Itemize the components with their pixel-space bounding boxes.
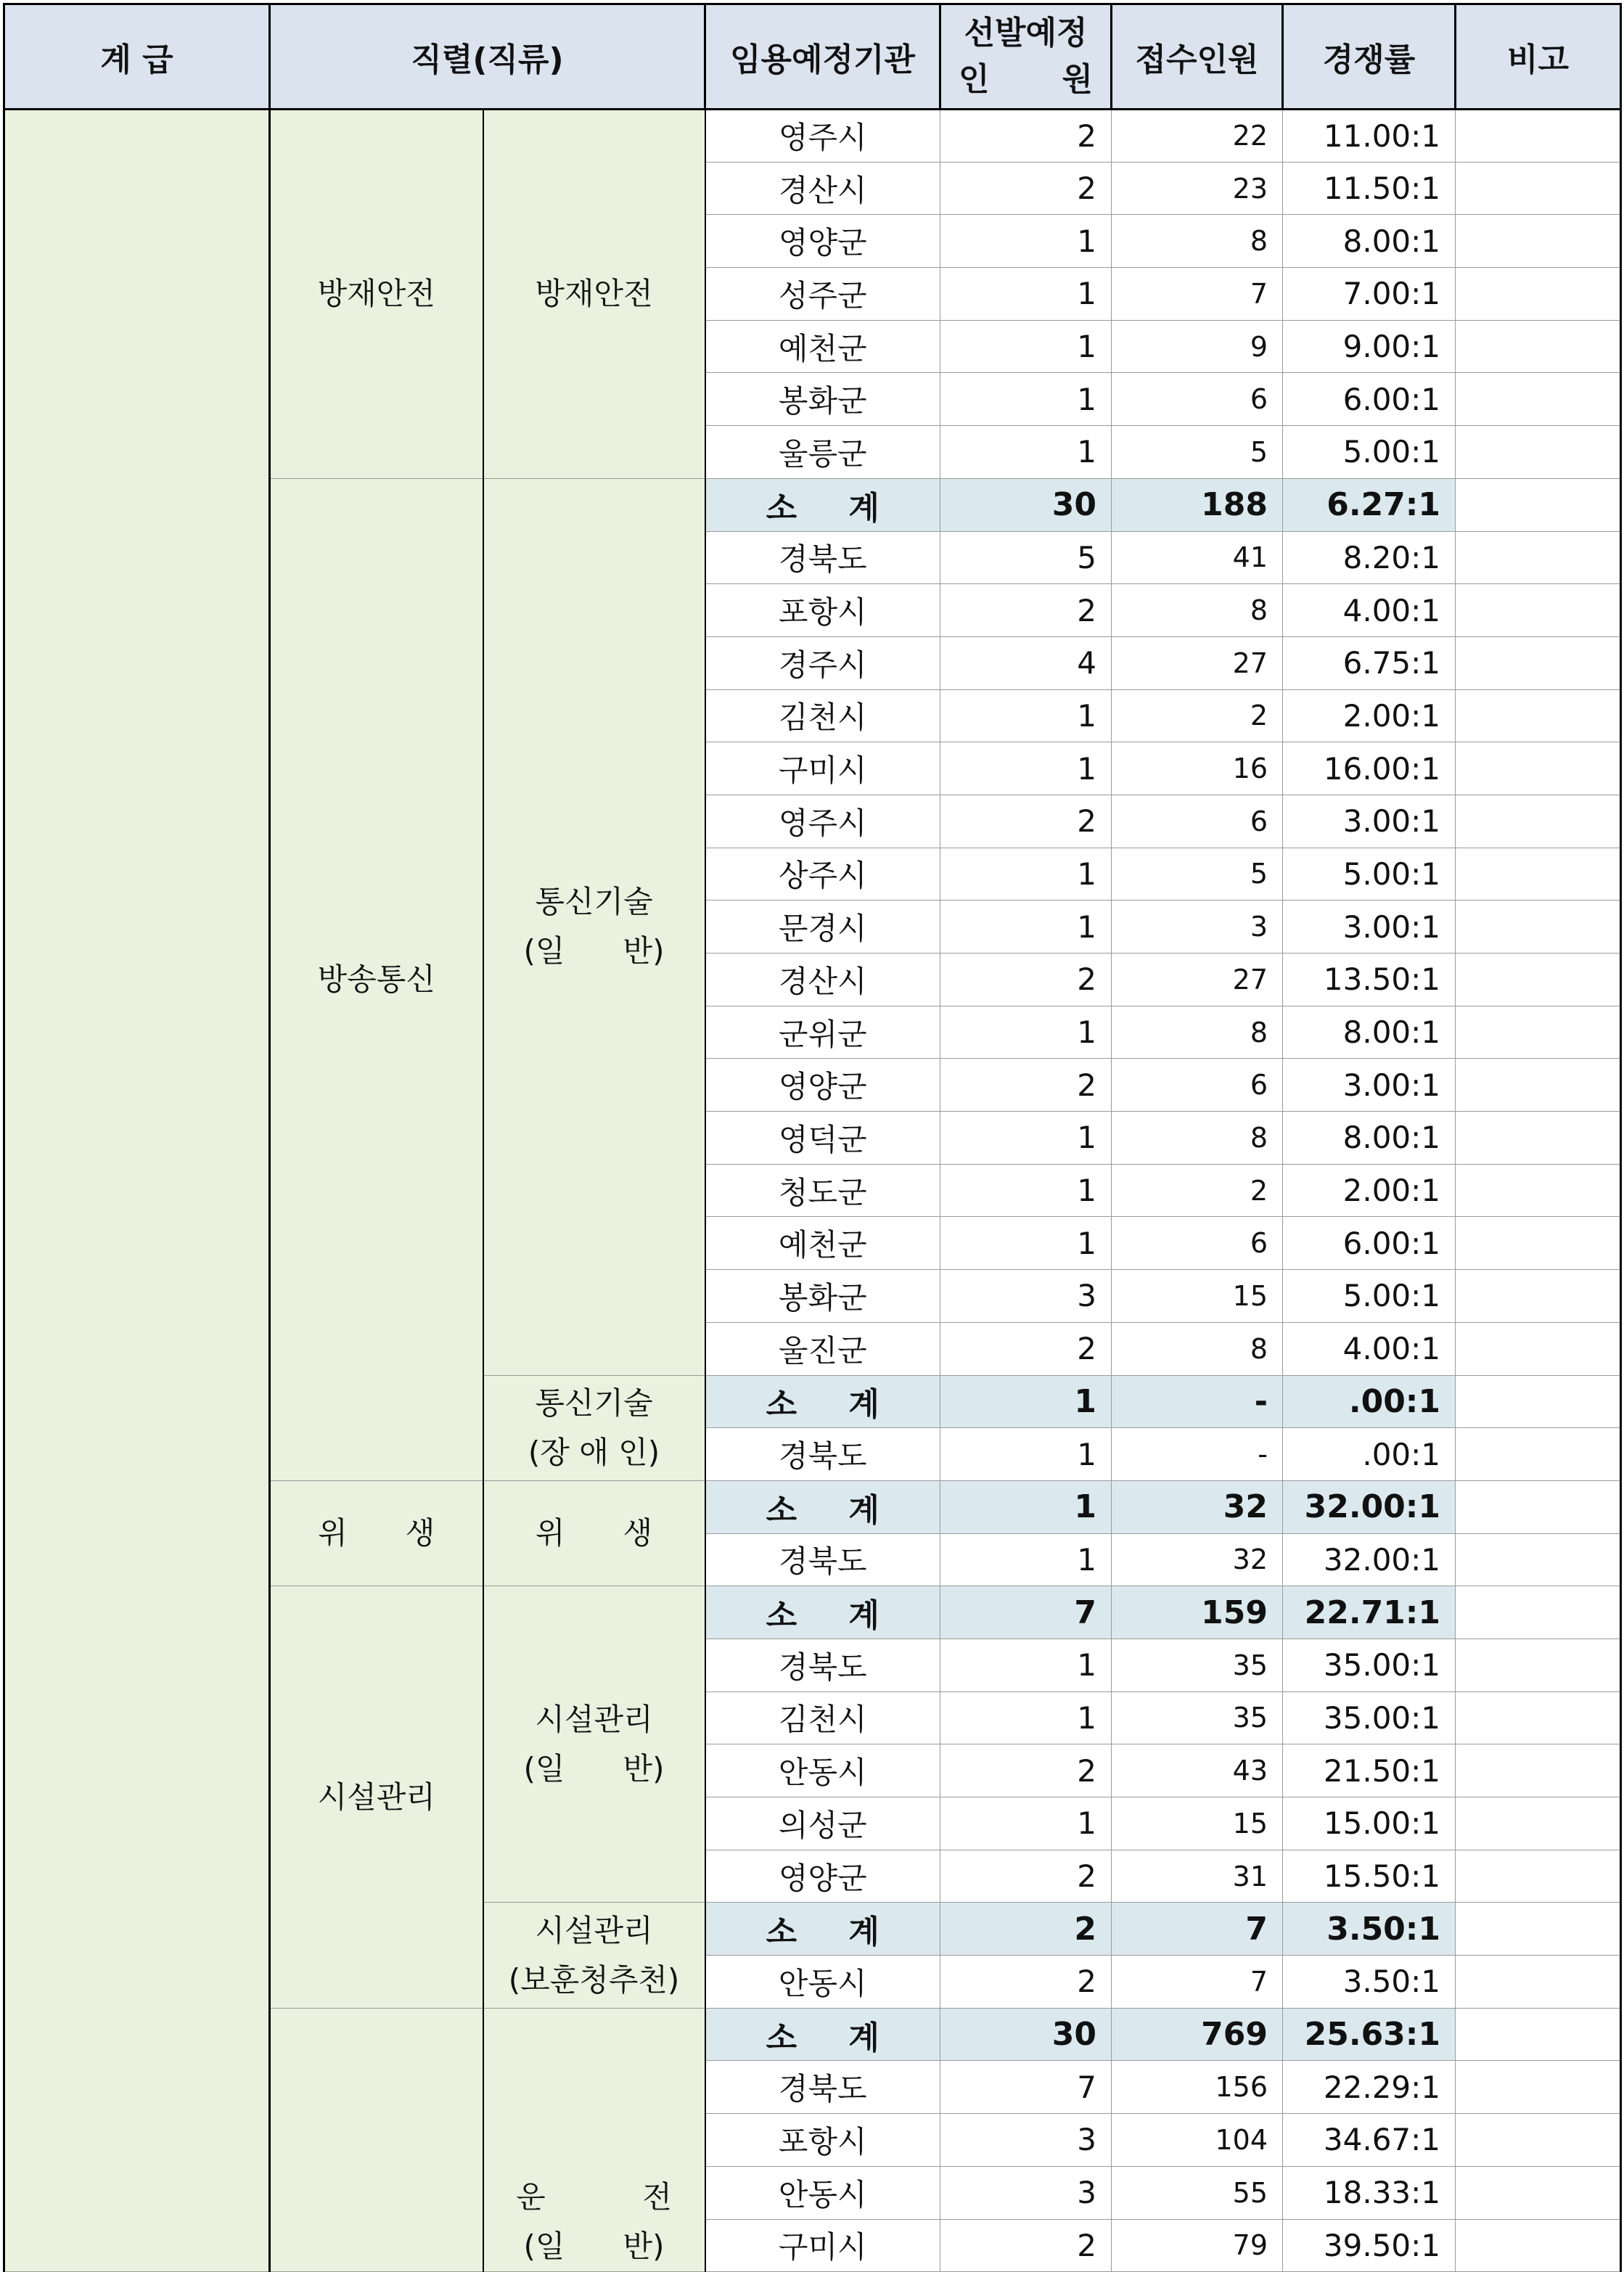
remark-cell — [1456, 2166, 1621, 2219]
applicants-cell: 7 — [1112, 1956, 1283, 2009]
applicants-cell: 32 — [1112, 1480, 1283, 1533]
planned-cell: 5 — [940, 531, 1112, 584]
remark-cell — [1456, 1533, 1621, 1586]
planned-cell: 3 — [940, 1270, 1112, 1323]
header-planned-line1: 선발예정 — [964, 15, 1088, 52]
applicants-cell: 15 — [1112, 1797, 1283, 1850]
remark-cell — [1456, 795, 1621, 848]
applicants-cell: 6 — [1112, 1059, 1283, 1112]
remark-cell — [1456, 584, 1621, 637]
ratio-cell: 5.00:1 — [1283, 426, 1456, 479]
applicants-cell: 104 — [1112, 2114, 1283, 2167]
planned-cell: 1 — [940, 689, 1112, 742]
org-cell: 경주시 — [705, 636, 940, 689]
ratio-cell: 22.29:1 — [1283, 2061, 1456, 2114]
ratio-cell: 8.00:1 — [1283, 1006, 1456, 1059]
header-org: 임용예정기관 — [705, 4, 940, 110]
planned-cell: 2 — [940, 1322, 1112, 1375]
applicants-cell: 9 — [1112, 320, 1283, 373]
org-cell: 영양군 — [705, 215, 940, 268]
applicants-cell: 31 — [1112, 1850, 1283, 1903]
applicants-cell: 6 — [1112, 373, 1283, 426]
remark-cell — [1456, 636, 1621, 689]
org-cell: 문경시 — [705, 901, 940, 953]
ratio-cell: 22.71:1 — [1283, 1586, 1456, 1639]
remark-cell — [1456, 1956, 1621, 2009]
applicants-cell: - — [1112, 1428, 1283, 1481]
ratio-cell: 9.00:1 — [1283, 320, 1456, 373]
ratio-cell: 2.00:1 — [1283, 689, 1456, 742]
remark-cell — [1456, 953, 1621, 1006]
org-cell: 예천군 — [705, 1217, 940, 1270]
series-cell-g5 — [270, 2008, 483, 2271]
org-cell: 소 계 — [705, 2008, 940, 2061]
remark-cell — [1456, 1164, 1621, 1217]
org-cell: 소 계 — [705, 1903, 940, 1956]
planned-cell: 1 — [940, 1797, 1112, 1850]
org-cell: 상주시 — [705, 848, 940, 901]
applicants-cell: - — [1112, 1375, 1283, 1428]
applicants-cell: 8 — [1112, 584, 1283, 637]
table-row — [4, 110, 1621, 163]
org-cell: 포항시 — [705, 2114, 940, 2167]
remark-cell — [1456, 1270, 1621, 1323]
remark-cell — [1456, 1586, 1621, 1639]
series-cell-g4: 시설관리 — [270, 1586, 483, 2009]
applicants-cell: 7 — [1112, 268, 1283, 321]
applicants-cell: 22 — [1112, 110, 1283, 163]
header-applicants: 접수인원 — [1112, 4, 1283, 110]
planned-cell: 1 — [940, 268, 1112, 321]
applicants-cell: 41 — [1112, 531, 1283, 584]
series-cell-g1: 방재안전 — [270, 110, 483, 479]
planned-cell: 1 — [940, 320, 1112, 373]
applicants-cell: 3 — [1112, 901, 1283, 953]
kind-cell-g5: 운 전 (일 반) — [483, 2008, 705, 2271]
org-cell: 경북도 — [705, 531, 940, 584]
applicants-cell: 2 — [1112, 1164, 1283, 1217]
kind-cell-g3: 위 생 — [483, 1480, 705, 1586]
org-cell: 영양군 — [705, 1059, 940, 1112]
applicants-cell: 27 — [1112, 636, 1283, 689]
planned-cell: 3 — [940, 2166, 1112, 2219]
ratio-cell: 5.00:1 — [1283, 848, 1456, 901]
ratio-cell: 21.50:1 — [1283, 1744, 1456, 1797]
kind-cell-g2a: 통신기술 (일 반) — [483, 478, 705, 1375]
org-cell: 경북도 — [705, 1639, 940, 1691]
applicants-cell: 8 — [1112, 1112, 1283, 1165]
ratio-cell: 35.00:1 — [1283, 1639, 1456, 1691]
org-cell: 김천시 — [705, 1691, 940, 1744]
remark-cell — [1456, 1112, 1621, 1165]
org-cell: 군위군 — [705, 1006, 940, 1059]
ratio-cell: 25.63:1 — [1283, 2008, 1456, 2061]
org-cell: 경북도 — [705, 1428, 940, 1481]
remark-cell — [1456, 1428, 1621, 1481]
remark-cell — [1456, 2219, 1621, 2272]
applicants-cell: 15 — [1112, 1270, 1283, 1323]
header-grade: 계 급 — [4, 4, 270, 110]
applicants-cell: 32 — [1112, 1533, 1283, 1586]
planned-cell: 1 — [940, 848, 1112, 901]
applicants-cell: 79 — [1112, 2219, 1283, 2272]
remark-cell — [1456, 268, 1621, 321]
org-cell: 울릉군 — [705, 426, 940, 479]
planned-cell: 2 — [940, 1059, 1112, 1112]
planned-cell: 1 — [940, 901, 1112, 953]
ratio-cell: 39.50:1 — [1283, 2219, 1456, 2272]
applicants-cell: 7 — [1112, 1903, 1283, 1956]
series-cell-g3: 위 생 — [270, 1480, 483, 1586]
org-cell: 김천시 — [705, 689, 940, 742]
org-cell: 경산시 — [705, 953, 940, 1006]
planned-cell: 2 — [940, 162, 1112, 215]
planned-cell: 2 — [940, 584, 1112, 637]
planned-cell: 2 — [940, 110, 1112, 163]
remark-cell — [1456, 742, 1621, 795]
org-cell: 영덕군 — [705, 1112, 940, 1165]
ratio-cell: 11.00:1 — [1283, 110, 1456, 163]
org-cell: 봉화군 — [705, 1270, 940, 1323]
remark-cell — [1456, 2061, 1621, 2114]
applicants-cell: 55 — [1112, 2166, 1283, 2219]
ratio-cell: 3.00:1 — [1283, 795, 1456, 848]
remark-cell — [1456, 1903, 1621, 1956]
org-cell: 소 계 — [705, 1586, 940, 1639]
remark-cell — [1456, 1375, 1621, 1428]
org-cell: 경산시 — [705, 162, 940, 215]
applicants-cell: 5 — [1112, 848, 1283, 901]
ratio-cell: .00:1 — [1283, 1428, 1456, 1481]
planned-cell: 1 — [940, 426, 1112, 479]
org-cell: 소 계 — [705, 1375, 940, 1428]
planned-cell: 2 — [940, 953, 1112, 1006]
remark-cell — [1456, 689, 1621, 742]
planned-cell: 1 — [940, 1480, 1112, 1533]
applicants-cell: 6 — [1112, 795, 1283, 848]
applicants-cell: 35 — [1112, 1691, 1283, 1744]
org-cell: 울진군 — [705, 1322, 940, 1375]
ratio-cell: 8.00:1 — [1283, 1112, 1456, 1165]
applicants-cell: 5 — [1112, 426, 1283, 479]
org-cell: 안동시 — [705, 2166, 940, 2219]
planned-cell: 7 — [940, 1586, 1112, 1639]
org-cell: 경북도 — [705, 2061, 940, 2114]
ratio-cell: 4.00:1 — [1283, 584, 1456, 637]
header-planned-line2b: 원 — [1062, 61, 1094, 98]
org-cell: 영양군 — [705, 1850, 940, 1903]
header-row — [4, 4, 1621, 110]
remark-cell — [1456, 1639, 1621, 1691]
ratio-cell: 4.00:1 — [1283, 1322, 1456, 1375]
ratio-cell: .00:1 — [1283, 1375, 1456, 1428]
org-cell: 소 계 — [705, 1480, 940, 1533]
planned-cell: 2 — [940, 1903, 1112, 1956]
org-cell: 구미시 — [705, 2219, 940, 2272]
header-remark: 비고 — [1456, 4, 1621, 110]
planned-cell: 2 — [940, 1850, 1112, 1903]
applicants-cell: 16 — [1112, 742, 1283, 795]
kind-cell-g4a: 시설관리 (일 반) — [483, 1586, 705, 1903]
remark-cell — [1456, 901, 1621, 953]
planned-cell: 1 — [940, 1428, 1112, 1481]
org-cell: 봉화군 — [705, 373, 940, 426]
remark-cell — [1456, 1006, 1621, 1059]
ratio-cell: 8.20:1 — [1283, 531, 1456, 584]
kind-cell-g1: 방재안전 — [483, 110, 705, 479]
ratio-cell: 32.00:1 — [1283, 1533, 1456, 1586]
remark-cell — [1456, 1797, 1621, 1850]
applicants-cell: 6 — [1112, 1217, 1283, 1270]
applicants-cell: 27 — [1112, 953, 1283, 1006]
remark-cell — [1456, 320, 1621, 373]
ratio-cell: 3.50:1 — [1283, 1903, 1456, 1956]
applicants-cell: 43 — [1112, 1744, 1283, 1797]
ratio-cell: 6.00:1 — [1283, 1217, 1456, 1270]
planned-cell: 1 — [940, 1217, 1112, 1270]
planned-cell: 1 — [940, 373, 1112, 426]
ratio-cell: 6.00:1 — [1283, 373, 1456, 426]
header-series: 직렬(직류) — [270, 4, 705, 110]
planned-cell: 4 — [940, 636, 1112, 689]
org-cell: 예천군 — [705, 320, 940, 373]
ratio-cell: 6.75:1 — [1283, 636, 1456, 689]
ratio-cell: 15.50:1 — [1283, 1850, 1456, 1903]
ratio-cell: 34.67:1 — [1283, 2114, 1456, 2167]
header-ratio: 경쟁률 — [1283, 4, 1456, 110]
planned-cell: 1 — [940, 1112, 1112, 1165]
planned-cell: 1 — [940, 1164, 1112, 1217]
applicants-cell: 2 — [1112, 689, 1283, 742]
remark-cell — [1456, 373, 1621, 426]
remark-cell — [1456, 1480, 1621, 1533]
planned-cell: 1 — [940, 742, 1112, 795]
ratio-cell: 8.00:1 — [1283, 215, 1456, 268]
org-cell: 안동시 — [705, 1744, 940, 1797]
remark-cell — [1456, 162, 1621, 215]
planned-cell: 30 — [940, 478, 1112, 531]
org-cell: 영주시 — [705, 110, 940, 163]
remark-cell — [1456, 2114, 1621, 2167]
remark-cell — [1456, 848, 1621, 901]
recruitment-table — [3, 3, 1622, 2272]
remark-cell — [1456, 1322, 1621, 1375]
applicants-cell: 8 — [1112, 1006, 1283, 1059]
planned-cell: 2 — [940, 795, 1112, 848]
planned-cell: 1 — [940, 215, 1112, 268]
ratio-cell: 18.33:1 — [1283, 2166, 1456, 2219]
org-cell: 청도군 — [705, 1164, 940, 1217]
kind-cell-g4b: 시설관리 (보훈청추천) — [483, 1903, 705, 2008]
table-body — [4, 110, 1621, 2272]
applicants-cell: 188 — [1112, 478, 1283, 531]
ratio-cell: 11.50:1 — [1283, 162, 1456, 215]
org-cell: 안동시 — [705, 1956, 940, 2009]
remark-cell — [1456, 215, 1621, 268]
applicants-cell: 156 — [1112, 2061, 1283, 2114]
applicants-cell: 23 — [1112, 162, 1283, 215]
remark-cell — [1456, 531, 1621, 584]
header-planned — [940, 4, 1112, 110]
org-cell: 경북도 — [705, 1533, 940, 1586]
remark-cell — [1456, 478, 1621, 531]
ratio-cell: 3.50:1 — [1283, 1956, 1456, 2009]
remark-cell — [1456, 1691, 1621, 1744]
remark-cell — [1456, 1059, 1621, 1112]
applicants-cell: 35 — [1112, 1639, 1283, 1691]
planned-cell: 3 — [940, 2114, 1112, 2167]
ratio-cell: 15.00:1 — [1283, 1797, 1456, 1850]
org-cell: 의성군 — [705, 1797, 940, 1850]
remark-cell — [1456, 110, 1621, 163]
org-cell: 성주군 — [705, 268, 940, 321]
ratio-cell: 13.50:1 — [1283, 953, 1456, 1006]
remark-cell — [1456, 426, 1621, 479]
remark-cell — [1456, 2008, 1621, 2061]
ratio-cell: 3.00:1 — [1283, 1059, 1456, 1112]
header-planned-line2 — [941, 57, 1110, 103]
planned-cell: 1 — [940, 1006, 1112, 1059]
planned-cell: 1 — [940, 1691, 1112, 1744]
ratio-cell: 32.00:1 — [1283, 1480, 1456, 1533]
remark-cell — [1456, 1744, 1621, 1797]
kind-cell-g2b: 통신기술 (장 애 인) — [483, 1375, 705, 1480]
ratio-cell: 2.00:1 — [1283, 1164, 1456, 1217]
ratio-cell: 16.00:1 — [1283, 742, 1456, 795]
planned-cell: 7 — [940, 2061, 1112, 2114]
grade-cell — [4, 110, 270, 2272]
applicants-cell: 8 — [1112, 1322, 1283, 1375]
remark-cell — [1456, 1850, 1621, 1903]
org-cell: 구미시 — [705, 742, 940, 795]
applicants-cell: 769 — [1112, 2008, 1283, 2061]
org-cell: 포항시 — [705, 584, 940, 637]
header-planned-line2a: 인 — [959, 61, 990, 98]
planned-cell: 2 — [940, 1956, 1112, 2009]
planned-cell: 1 — [940, 1375, 1112, 1428]
planned-cell: 1 — [940, 1533, 1112, 1586]
ratio-cell: 7.00:1 — [1283, 268, 1456, 321]
ratio-cell: 5.00:1 — [1283, 1270, 1456, 1323]
planned-cell: 2 — [940, 1744, 1112, 1797]
org-cell: 소 계 — [705, 478, 940, 531]
ratio-cell: 35.00:1 — [1283, 1691, 1456, 1744]
planned-cell: 30 — [940, 2008, 1112, 2061]
applicants-cell: 159 — [1112, 1586, 1283, 1639]
ratio-cell: 6.27:1 — [1283, 478, 1456, 531]
planned-cell: 1 — [940, 1639, 1112, 1691]
series-cell-g2: 방송통신 — [270, 478, 483, 1480]
remark-cell — [1456, 1217, 1621, 1270]
ratio-cell: 3.00:1 — [1283, 901, 1456, 953]
planned-cell: 2 — [940, 2219, 1112, 2272]
org-cell: 영주시 — [705, 795, 940, 848]
applicants-cell: 8 — [1112, 215, 1283, 268]
